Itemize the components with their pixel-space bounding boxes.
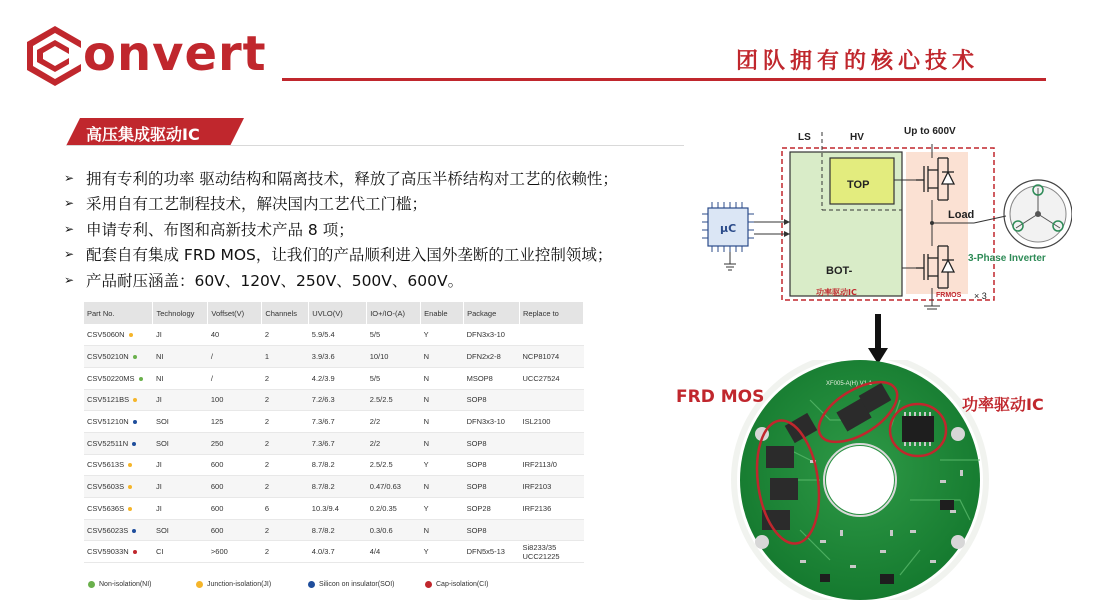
cell-voffset-text: 100: [210, 395, 224, 405]
cell-part-no-text: CSV50210N: [87, 352, 129, 362]
cell-part-no-text: CSV50220MS: [87, 373, 135, 383]
cell-voffset: [208, 476, 262, 498]
cell-package: [464, 476, 520, 498]
cell-package: [464, 454, 520, 476]
cell-package-text: SOP8: [466, 482, 487, 492]
cell-part-no: [84, 454, 153, 476]
technology-dot: [133, 355, 137, 359]
uc-label: μC: [720, 222, 737, 235]
product-table: [84, 302, 584, 563]
cell-uvlo: [309, 432, 367, 454]
technology-dot: [133, 398, 137, 402]
cell-uvlo-text: 8.7/8.2: [311, 525, 335, 535]
cell-replace-text: IRF2103: [522, 482, 552, 492]
cell-replace-text: IRF2136: [522, 503, 552, 513]
cell-io-text: 0.47/0.63: [369, 482, 401, 492]
cell-io: [367, 498, 421, 520]
cell-technology: [153, 476, 208, 498]
cell-voffset-text: >600: [210, 547, 228, 557]
cell-voffset: [208, 432, 262, 454]
cell-io-text: 0.3/0.6: [369, 525, 393, 535]
cell-voffset-text: 600: [210, 460, 224, 470]
cell-uvlo: [309, 476, 367, 498]
list-item: [64, 165, 734, 191]
cell-io-text: 2/2: [369, 438, 381, 448]
cell-enable-text: Y: [423, 547, 429, 557]
cell-io-text: 5/5: [369, 330, 381, 340]
cell-uvlo: [309, 346, 367, 368]
cell-technology-text: JI: [155, 503, 162, 513]
cell-uvlo-text: 10.3/9.4: [311, 503, 339, 513]
cell-enable: [421, 367, 464, 389]
cell-io: [367, 346, 421, 368]
cell-voffset-text: /: [210, 373, 213, 383]
cell-technology-text: SOI: [155, 438, 169, 448]
cell-enable: [421, 498, 464, 520]
technology-dot: [132, 529, 136, 533]
cell-technology: [153, 432, 208, 454]
cell-replace-text: IRF2113/0: [522, 460, 557, 470]
cell-package-text: MSOP8: [466, 373, 493, 383]
cell-package-text: DFN5x5-13: [466, 547, 505, 557]
cell-part-no: [84, 324, 153, 346]
legend-label: Silicon on insulator(SOI): [319, 581, 395, 588]
cell-enable: [421, 454, 464, 476]
column-header: Enable: [421, 302, 464, 324]
table-row: [84, 411, 584, 433]
cell-technology-text: CI: [155, 547, 164, 557]
legend-item: [425, 581, 489, 588]
arrow-bullet-icon: ➢: [64, 247, 75, 262]
technology-dot: [128, 485, 132, 489]
ls-label: LS: [798, 132, 811, 143]
section-title: 高压集成驱动IC: [86, 125, 200, 144]
cell-voffset: [208, 389, 262, 411]
list-item-text: 采用自有工艺制程技术，解决国内工艺代工门槛；: [86, 195, 428, 214]
cell-channels-text: 6: [264, 503, 269, 513]
cell-package: [464, 498, 520, 520]
cell-uvlo-text: 4.2/3.9: [311, 373, 335, 383]
cell-enable-text: N: [423, 395, 430, 405]
cell-technology: [153, 346, 208, 368]
cell-part-no: [84, 389, 153, 411]
table-row: [84, 541, 584, 563]
cell-part-no: [84, 346, 153, 368]
cell-part-no-text: CSV56023S: [87, 525, 129, 535]
cell-replace: [520, 411, 584, 433]
cell-channels-text: 2: [264, 460, 269, 470]
cell-uvlo-text: 3.9/3.6: [311, 352, 335, 362]
cell-channels: [262, 411, 309, 433]
legend-item: [196, 581, 271, 588]
cell-voffset-text: 125: [210, 417, 224, 427]
cell-channels: [262, 454, 309, 476]
cell-technology: [153, 519, 208, 541]
cell-uvlo-text: 4.0/3.7: [311, 547, 335, 557]
center-hole: [826, 446, 894, 514]
cell-voffset: [208, 541, 262, 563]
cell-part-no-text: CSV52511N: [87, 438, 129, 448]
cell-package: [464, 519, 520, 541]
cell-package-text: SOP8: [466, 438, 487, 448]
cell-channels: [262, 389, 309, 411]
list-item-text: 拥有专利的功率 驱动结构和隔离技术，释放了高压半桥结构对工艺的依赖性；: [86, 169, 618, 188]
cell-channels: [262, 432, 309, 454]
cell-part-no: [84, 432, 153, 454]
cell-voffset-text: 600: [210, 482, 224, 492]
cell-channels-text: 2: [264, 438, 269, 448]
cell-enable: [421, 346, 464, 368]
table-row: [84, 476, 584, 498]
cell-channels-text: 2: [264, 482, 269, 492]
cell-voffset: [208, 454, 262, 476]
list-item-text: 产品耐压涵盖：60V、120V、250V、500V、600V。: [86, 271, 464, 290]
cell-enable: [421, 476, 464, 498]
cell-io: [367, 476, 421, 498]
cell-uvlo: [309, 389, 367, 411]
cell-replace: [520, 476, 584, 498]
column-header: Channels: [262, 302, 309, 324]
cell-replace: [520, 519, 584, 541]
cell-uvlo-text: 7.2/6.3: [311, 395, 335, 405]
page-title: 团队拥有的核心技术: [736, 48, 980, 74]
cell-uvlo-text: 8.7/8.2: [311, 482, 335, 492]
cell-technology-text: JI: [155, 482, 162, 492]
cell-part-no-text: CSV5613S: [87, 460, 125, 470]
cell-io-text: 2.5/2.5: [369, 460, 393, 470]
list-item: [64, 267, 734, 293]
cell-package: [464, 389, 520, 411]
cell-voffset: [208, 324, 262, 346]
cell-part-no-text: CSV59033N: [87, 547, 129, 557]
cell-enable: [421, 432, 464, 454]
cell-package: [464, 541, 520, 563]
list-item: [64, 242, 734, 268]
cell-channels-text: 2: [264, 417, 269, 427]
cell-enable-text: N: [423, 438, 430, 448]
bot-label: BOT-: [826, 265, 853, 277]
cell-package: [464, 367, 520, 389]
cell-technology: [153, 367, 208, 389]
cell-replace: [520, 367, 584, 389]
cell-technology-text: JI: [155, 460, 162, 470]
cell-replace: [520, 454, 584, 476]
cell-enable: [421, 324, 464, 346]
logo-mark-icon: [25, 22, 85, 90]
legend-dot: [196, 581, 203, 588]
cell-uvlo: [309, 541, 367, 563]
cell-package-text: SOP8: [466, 525, 487, 535]
cell-replace-text: UCC27524: [522, 373, 560, 383]
cell-replace: [520, 432, 584, 454]
cell-channels: [262, 346, 309, 368]
cell-enable-text: N: [423, 417, 430, 427]
technology-dot: [128, 463, 132, 467]
cell-replace-text: NCP81074: [522, 352, 560, 362]
cell-technology: [153, 498, 208, 520]
cell-io-text: 4/4: [369, 547, 381, 557]
section-divider: [66, 145, 684, 146]
cell-part-no-text: CSV5060N: [87, 330, 125, 340]
cell-replace: [520, 324, 584, 346]
cell-technology: [153, 324, 208, 346]
multiplier-label: × 3: [974, 291, 987, 301]
cell-part-no: [84, 541, 153, 563]
legend-item: [308, 581, 394, 588]
table-row: [84, 324, 584, 346]
cell-uvlo: [309, 367, 367, 389]
cell-enable-text: Y: [423, 460, 429, 470]
cell-enable-text: N: [423, 352, 430, 362]
cell-part-no: [84, 476, 153, 498]
list-item: [64, 216, 737, 242]
cell-channels-text: 2: [264, 395, 269, 405]
cell-package: [464, 432, 520, 454]
header-divider: [282, 78, 1046, 81]
circuit-diagram: [696, 118, 1072, 314]
cell-io: [367, 541, 421, 563]
table-header-row: [84, 302, 584, 324]
cell-uvlo: [309, 519, 367, 541]
table-row: [84, 389, 584, 411]
column-header: Replace to: [520, 302, 584, 324]
cell-channels-text: 2: [264, 547, 269, 557]
cell-channels: [262, 498, 309, 520]
cell-enable-text: N: [423, 525, 430, 535]
column-header: Voffset(V): [208, 302, 262, 324]
voltage-label: Up to 600V: [904, 126, 956, 137]
legend-dot: [88, 581, 95, 588]
load-label: Load: [948, 209, 975, 221]
legend-label: Non-isolation(NI): [99, 581, 152, 588]
cell-replace: [520, 498, 584, 520]
cell-technology-text: NI: [155, 352, 164, 362]
cell-channels: [262, 519, 309, 541]
cell-io: [367, 324, 421, 346]
cell-channels: [262, 367, 309, 389]
cell-part-no: [84, 519, 153, 541]
logo-wordmark: onvert: [83, 26, 267, 82]
section-tag: [66, 118, 244, 146]
board-silkscreen: XF005-A(H) V1.1: [826, 381, 873, 387]
list-item-text: 配套自有集成 FRD MOS，让我们的产品顺利进入国外垄断的工业控制领域；: [86, 246, 613, 265]
cell-part-no: [84, 498, 153, 520]
cell-replace-text: ISL2100: [522, 417, 551, 427]
inverter-label: 3-Phase Inverter: [968, 253, 1046, 264]
column-header: IO+/IO-(A): [367, 302, 421, 324]
motor-icon: [1004, 180, 1072, 248]
cell-package: [464, 346, 520, 368]
cell-io-text: 2.5/2.5: [369, 395, 393, 405]
cell-technology-text: NI: [155, 373, 164, 383]
cell-technology: [153, 454, 208, 476]
cell-uvlo-text: 8.7/8.2: [311, 460, 335, 470]
technology-dot: [133, 550, 137, 554]
cell-enable: [421, 389, 464, 411]
cell-voffset-text: /: [210, 352, 213, 362]
cell-channels-text: 2: [264, 373, 269, 383]
cell-enable-text: N: [423, 373, 430, 383]
list-item: [64, 191, 734, 217]
cell-enable: [421, 519, 464, 541]
cell-package-text: SOP28: [466, 503, 491, 513]
arrow-bullet-icon: ➢: [64, 196, 75, 211]
cell-part-no-text: CSV51210N: [87, 417, 129, 427]
technology-dot: [132, 442, 136, 446]
cell-technology-text: SOI: [155, 525, 169, 535]
cell-package-text: DFN3x3-10: [466, 330, 505, 340]
column-header: Technology: [153, 302, 208, 324]
cell-part-no: [84, 411, 153, 433]
cell-io: [367, 389, 421, 411]
column-header: UVLO(V): [309, 302, 367, 324]
cell-voffset-text: 40: [210, 330, 220, 340]
legend-dot: [425, 581, 432, 588]
cell-io-text: 10/10: [369, 352, 389, 362]
cell-part-no-text: CSV5636S: [87, 503, 125, 513]
cell-uvlo: [309, 454, 367, 476]
cell-channels: [262, 541, 309, 563]
cell-enable-text: Y: [423, 330, 429, 340]
cell-package-text: DFN3x3-10: [466, 417, 505, 427]
legend-dot: [308, 581, 315, 588]
driver-ic-chip: [902, 416, 934, 442]
cell-technology-text: JI: [155, 330, 162, 340]
cell-voffset-text: 600: [210, 503, 224, 513]
cell-technology: [153, 389, 208, 411]
cell-package-text: DFN2x2-8: [466, 352, 501, 362]
table-row: [84, 432, 584, 454]
down-arrow-icon: [860, 314, 896, 366]
cell-channels-text: 1: [264, 352, 269, 362]
list-item-text: 申请专利、布图和高新技术产品 8 项；: [86, 220, 354, 239]
driver-label: 功率驱动IC: [816, 288, 857, 297]
table-row: [84, 454, 584, 476]
driver-ic-label: 功率驱动IC: [962, 395, 1044, 414]
cell-uvlo: [309, 498, 367, 520]
cell-voffset: [208, 498, 262, 520]
cell-part-no: [84, 367, 153, 389]
cell-io: [367, 432, 421, 454]
cell-channels: [262, 476, 309, 498]
cell-uvlo: [309, 324, 367, 346]
table-row: [84, 498, 584, 520]
cell-technology: [153, 541, 208, 563]
cell-replace: [520, 346, 584, 368]
table-body: [84, 324, 584, 563]
cell-io: [367, 367, 421, 389]
cell-uvlo-text: 5.9/5.4: [311, 330, 335, 340]
cell-enable: [421, 411, 464, 433]
technology-dot: [129, 333, 133, 337]
cell-package: [464, 411, 520, 433]
cell-package-text: SOP8: [466, 460, 487, 470]
cell-uvlo-text: 7.3/6.7: [311, 438, 335, 448]
cell-io-text: 5/5: [369, 373, 381, 383]
cell-part-no-text: CSV5121BS: [87, 395, 130, 405]
table-row: [84, 367, 584, 389]
cell-channels-text: 2: [264, 525, 269, 535]
technology-dot: [139, 377, 143, 381]
arrow-bullet-icon: ➢: [64, 170, 75, 185]
cell-enable-text: Y: [423, 503, 429, 513]
technology-dot: [128, 507, 132, 511]
column-header: Part No.: [84, 302, 153, 324]
cell-uvlo-text: 7.3/6.7: [311, 417, 335, 427]
cell-uvlo: [309, 411, 367, 433]
cell-technology-text: SOI: [155, 417, 169, 427]
hv-label: HV: [850, 132, 864, 143]
cell-replace-text: Si8233/35 UCC21225: [522, 542, 560, 561]
frd-mos-label: FRD MOS: [676, 387, 765, 407]
cell-replace: [520, 389, 584, 411]
table-row: [84, 346, 584, 368]
cell-part-no-text: CSV5603S: [87, 482, 125, 492]
cell-package-text: SOP8: [466, 395, 487, 405]
cell-voffset: [208, 346, 262, 368]
legend-label: Cap-isolation(CI): [436, 581, 489, 588]
cell-channels: [262, 324, 309, 346]
cell-voffset: [208, 367, 262, 389]
table-legend: [88, 581, 588, 595]
cell-voffset: [208, 411, 262, 433]
column-header: Package: [464, 302, 520, 324]
cell-technology-text: JI: [155, 395, 162, 405]
technology-dot: [133, 420, 137, 424]
cell-voffset-text: 600: [210, 525, 224, 535]
cell-package: [464, 324, 520, 346]
cell-technology: [153, 411, 208, 433]
cell-voffset-text: 250: [210, 438, 224, 448]
top-label: TOP: [847, 179, 870, 191]
cell-io: [367, 454, 421, 476]
table-row: [84, 519, 584, 541]
cell-channels-text: 2: [264, 330, 269, 340]
cell-io-text: 0.2/0.35: [369, 503, 397, 513]
arrow-bullet-icon: ➢: [64, 221, 75, 236]
legend-label: Junction-isolation(JI): [207, 581, 272, 588]
cell-enable: [421, 541, 464, 563]
cell-io-text: 2/2: [369, 417, 381, 427]
cell-replace: [520, 541, 584, 563]
cell-enable-text: N: [423, 482, 430, 492]
cell-voffset: [208, 519, 262, 541]
cell-io: [367, 411, 421, 433]
legend-item: [88, 581, 152, 588]
cell-io: [367, 519, 421, 541]
arrow-bullet-icon: ➢: [64, 272, 75, 287]
company-logo: [25, 22, 295, 90]
frmos-label: FRMOS: [936, 292, 962, 299]
feature-list: [64, 165, 737, 293]
